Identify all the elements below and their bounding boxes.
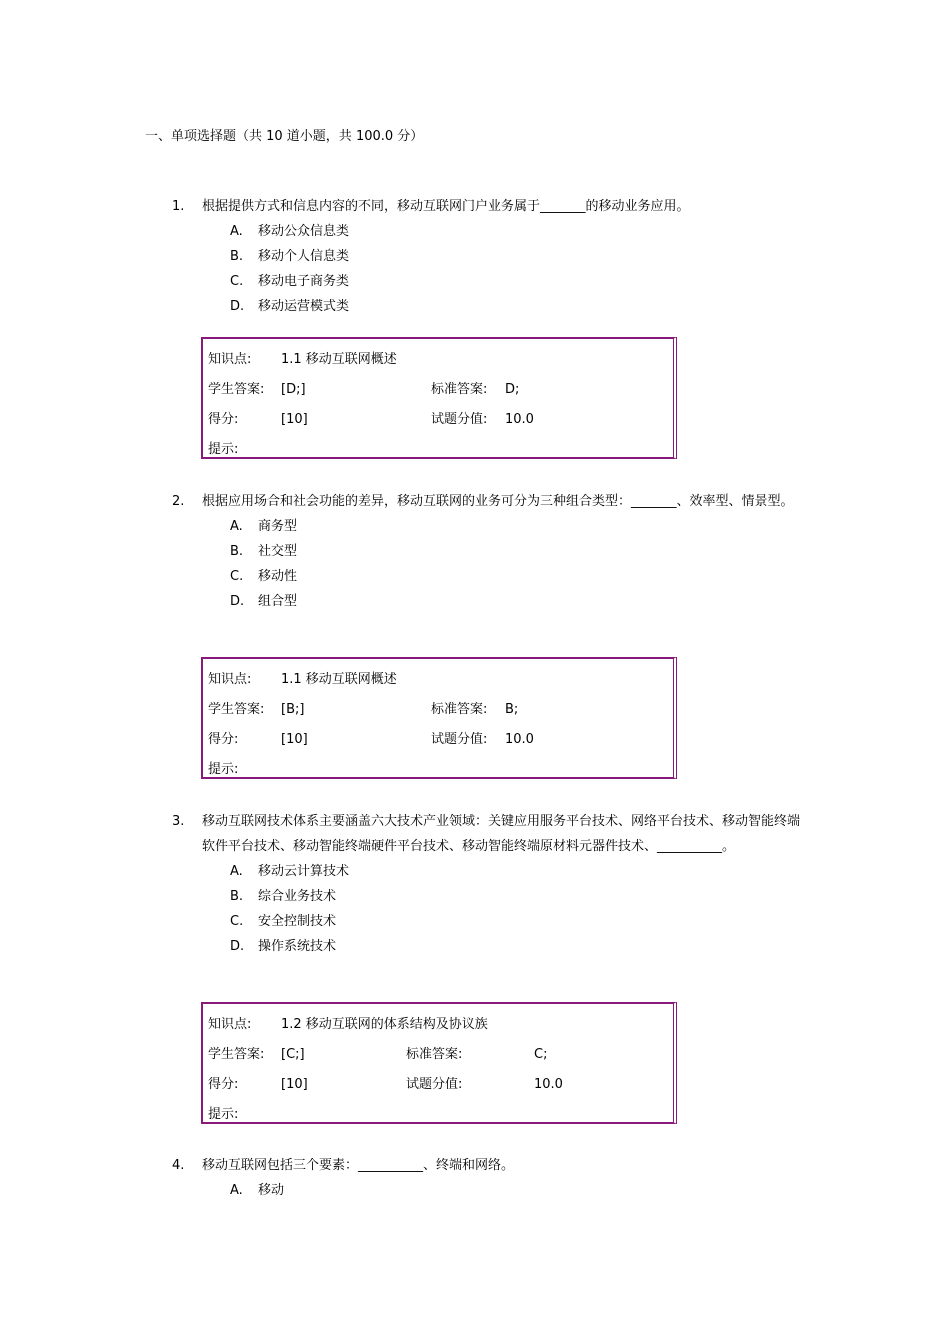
question-text: 移动互联网技术体系主要涵盖六大技术产业领域：关键应用服务平台技术、网络平台技术、移动智能终端软件平台技术、移动智能终端硬件平台技术、移动智能终端原材料元器件技术、__________。 <box>202 814 801 854</box>
score-value: [10] <box>281 732 308 747</box>
option-a: A. 商务型 <box>230 519 298 534</box>
answer-info-box <box>201 337 677 459</box>
knowledge-value: 1.1 移动互联网概述 <box>281 352 397 367</box>
option-b: B. 移动个人信息类 <box>230 249 350 264</box>
question-text: 根据应用场合和社会功能的差异，移动互联网的业务可分为三种组合类型：_______、效率型、情景型。 <box>202 494 794 509</box>
score-value: [10] <box>281 412 308 427</box>
question-text: 根据提供方式和信息内容的不同，移动互联网门户业务属于_______的移动业务应用。 <box>202 199 690 214</box>
question-number: 1. <box>172 199 185 214</box>
knowledge-label: 知识点: <box>208 352 252 367</box>
option-b: B. 社交型 <box>230 544 298 559</box>
standard-answer-value: B; <box>505 702 519 717</box>
student-answer-label: 学生答案: <box>208 1047 265 1062</box>
score-label: 得分: <box>208 1077 239 1092</box>
option-b: B. 综合业务技术 <box>230 889 337 904</box>
hint-label: 提示: <box>208 762 239 777</box>
question-4 <box>172 1153 812 1203</box>
option-c: C. 安全控制技术 <box>230 914 337 929</box>
student-answer-value: [B;] <box>281 702 305 717</box>
question-number: 3. <box>172 814 185 829</box>
knowledge-value: 1.1 移动互联网概述 <box>281 672 397 687</box>
option-a: A. 移动云计算技术 <box>230 864 350 879</box>
score-value: [10] <box>281 1077 308 1092</box>
student-answer-label: 学生答案: <box>208 382 265 397</box>
question-value: 10.0 <box>505 732 534 747</box>
student-answer-label: 学生答案: <box>208 702 265 717</box>
hint-label: 提示: <box>208 1107 239 1122</box>
answer-info-box <box>201 657 677 779</box>
question-value-label: 试题分值: <box>406 1077 463 1092</box>
standard-answer-label: 标准答案: <box>406 1047 463 1062</box>
question-number: 4. <box>172 1158 185 1173</box>
score-label: 得分: <box>208 412 239 427</box>
question-3 <box>172 809 812 959</box>
knowledge-value: 1.2 移动互联网的体系结构及协议族 <box>281 1017 488 1032</box>
knowledge-label: 知识点: <box>208 672 252 687</box>
option-c: C. 移动性 <box>230 569 298 584</box>
student-answer-value: [C;] <box>281 1047 305 1062</box>
question-value-label: 试题分值: <box>431 732 488 747</box>
standard-answer-label: 标准答案: <box>431 382 488 397</box>
section-title: 一、单项选择题（共 10 道小题，共 100.0 分） <box>145 129 424 144</box>
option-d: D. 组合型 <box>230 594 298 609</box>
question-2 <box>172 489 812 614</box>
question-value: 10.0 <box>534 1077 563 1092</box>
student-answer-value: [D;] <box>281 382 306 397</box>
answer-info-box <box>201 1002 677 1124</box>
option-c: C. 移动电子商务类 <box>230 274 350 289</box>
option-a: A. 移动 <box>230 1183 285 1198</box>
score-label: 得分: <box>208 732 239 747</box>
question-1 <box>172 194 812 319</box>
question-number: 2. <box>172 494 185 509</box>
question-value-label: 试题分值: <box>431 412 488 427</box>
option-d: D. 移动运营模式类 <box>230 299 350 314</box>
option-a: A. 移动公众信息类 <box>230 224 350 239</box>
hint-label: 提示: <box>208 442 239 457</box>
question-text: 移动互联网包括三个要素：__________、终端和网络。 <box>202 1158 515 1173</box>
standard-answer-value: C; <box>534 1047 548 1062</box>
question-value: 10.0 <box>505 412 534 427</box>
knowledge-label: 知识点: <box>208 1017 252 1032</box>
option-d: D. 操作系统技术 <box>230 939 337 954</box>
standard-answer-label: 标准答案: <box>431 702 488 717</box>
standard-answer-value: D; <box>505 382 520 397</box>
